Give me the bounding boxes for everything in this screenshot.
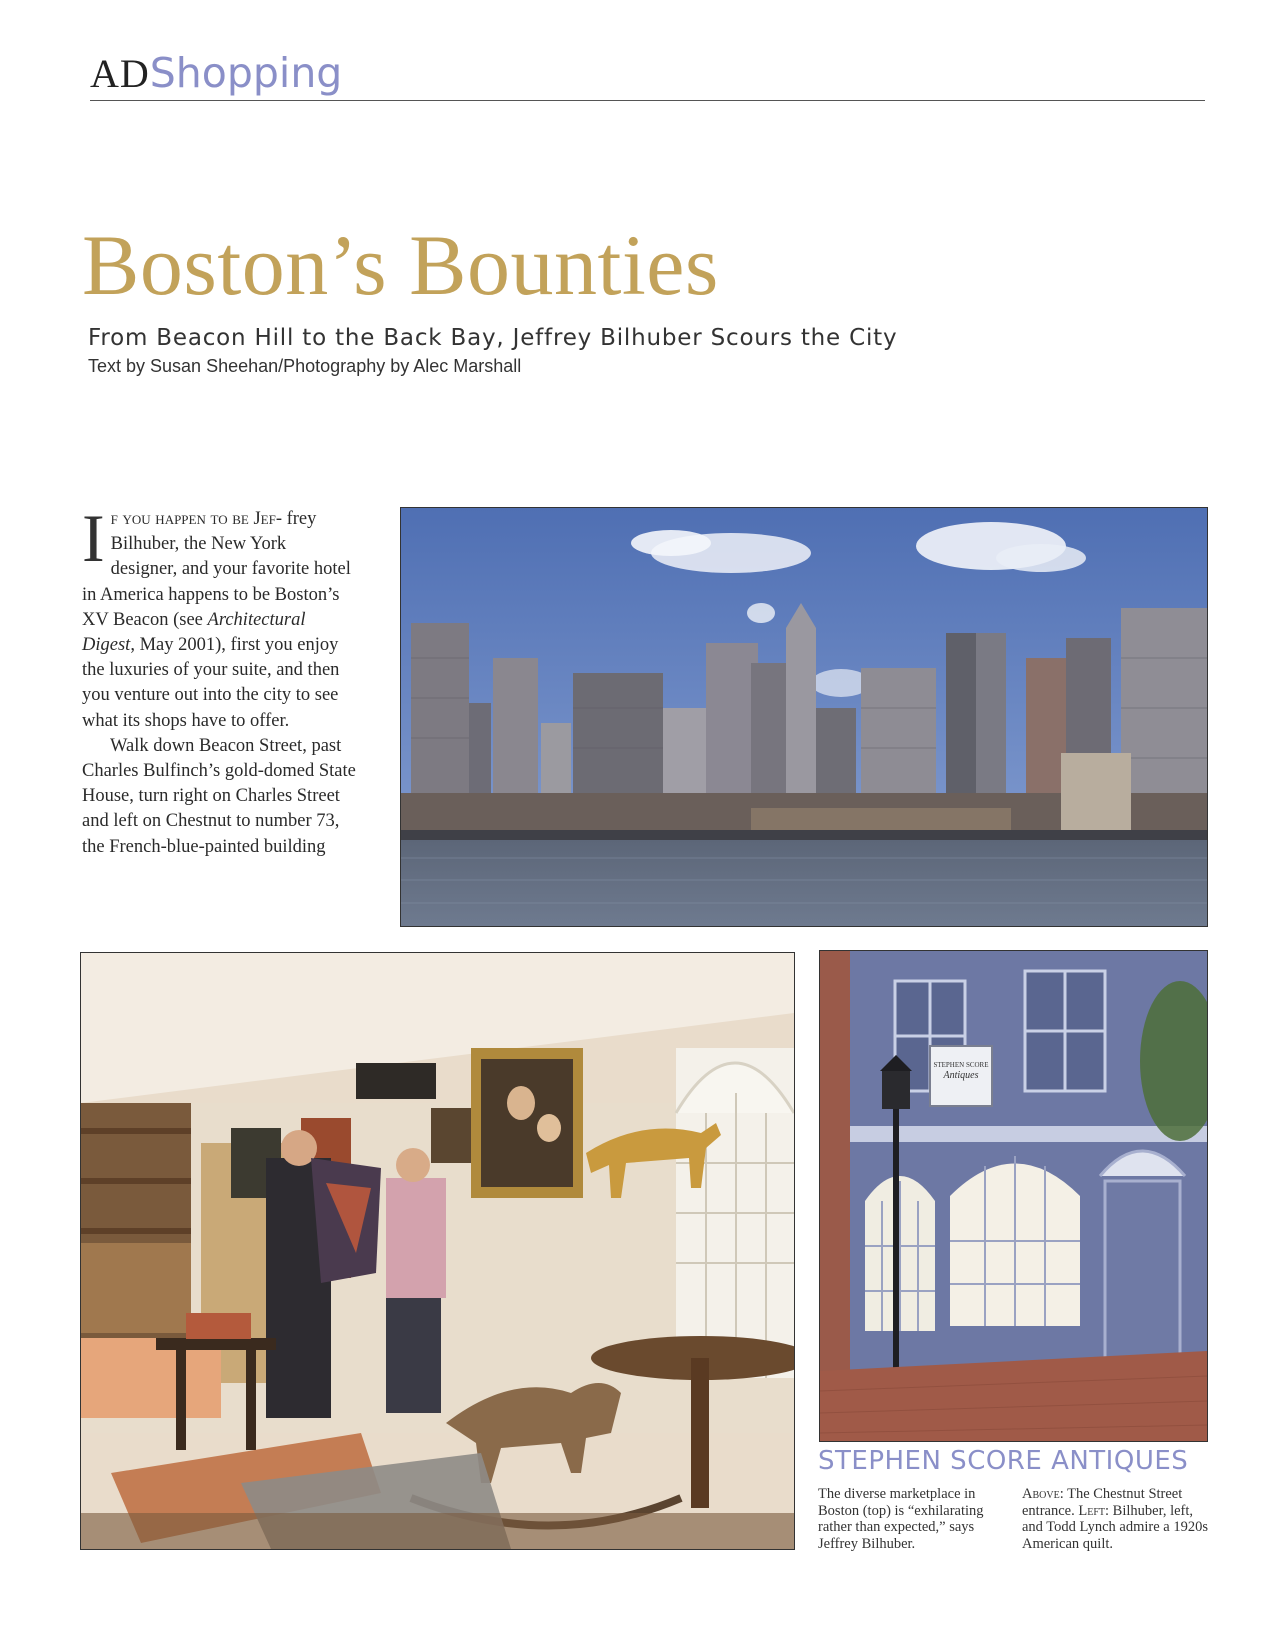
magazine-reference: Architectural Digest [82, 609, 306, 656]
caption-right [1022, 1486, 1212, 1552]
interior-illustration [81, 953, 794, 1549]
caption-lead-left: Left [1078, 1502, 1105, 1519]
paragraph-2: Walk down Beacon Street, past Charles Bulfinch’s gold-domed State House, turn right on Charles Street and left on Chestnut to number 73, the French-blue-painted building [82, 735, 356, 857]
section-brand [90, 46, 342, 110]
shop-sign-line2: Antiques [943, 1070, 979, 1081]
paragraph-1 [82, 500, 357, 734]
shop-interior-photo [80, 952, 795, 1550]
caption-text-left: : Bilhuber, left, and Todd Lynch admire a 1920s American quilt. [1022, 1502, 1208, 1552]
brand-section-name: Shopping [149, 49, 343, 97]
storefront-photo [819, 950, 1208, 1442]
caption-left: The diverse marketplace in Boston (top) is “exhilarating rather than expected,” says Jeffrey Bilhuber. [818, 1486, 984, 1552]
shop-sign-line1: STEPHEN SCORE [933, 1061, 989, 1069]
skyline-illustration [401, 508, 1207, 926]
paragraph-1-text-b: , May 2001), first you enjoy the luxuries of your suite, and then you venture out into the city to see what its shops have to offer. [82, 635, 340, 731]
shop-name-heading: STEPHEN SCORE ANTIQUES [818, 1446, 1189, 1476]
section-header [90, 46, 1205, 101]
shop-sign [930, 1048, 992, 1082]
lead-in: f you happen to be Jef- [110, 509, 282, 529]
paragraph-1-text-a: frey Bilhuber, the New York designer, and your favorite hotel in America happens to be Boston’s XV Beacon (see [82, 509, 351, 630]
article-title: Boston’s Bounties [82, 217, 719, 313]
brand-ad: AD [90, 51, 150, 96]
article-subtitle: From Beacon Hill to the Back Bay, Jeffrey Bilhuber Scours the City [88, 325, 898, 351]
boston-skyline-photo [400, 507, 1208, 927]
article-body [82, 500, 357, 860]
storefront-illustration [820, 951, 1207, 1441]
drop-cap: I [82, 500, 105, 576]
caption-text-above: : The Chestnut Street entrance. [1022, 1486, 1183, 1519]
article-byline: Text by Susan Sheehan/Photography by Alec Marshall [88, 356, 522, 376]
caption-lead-above: Above [1022, 1486, 1060, 1502]
